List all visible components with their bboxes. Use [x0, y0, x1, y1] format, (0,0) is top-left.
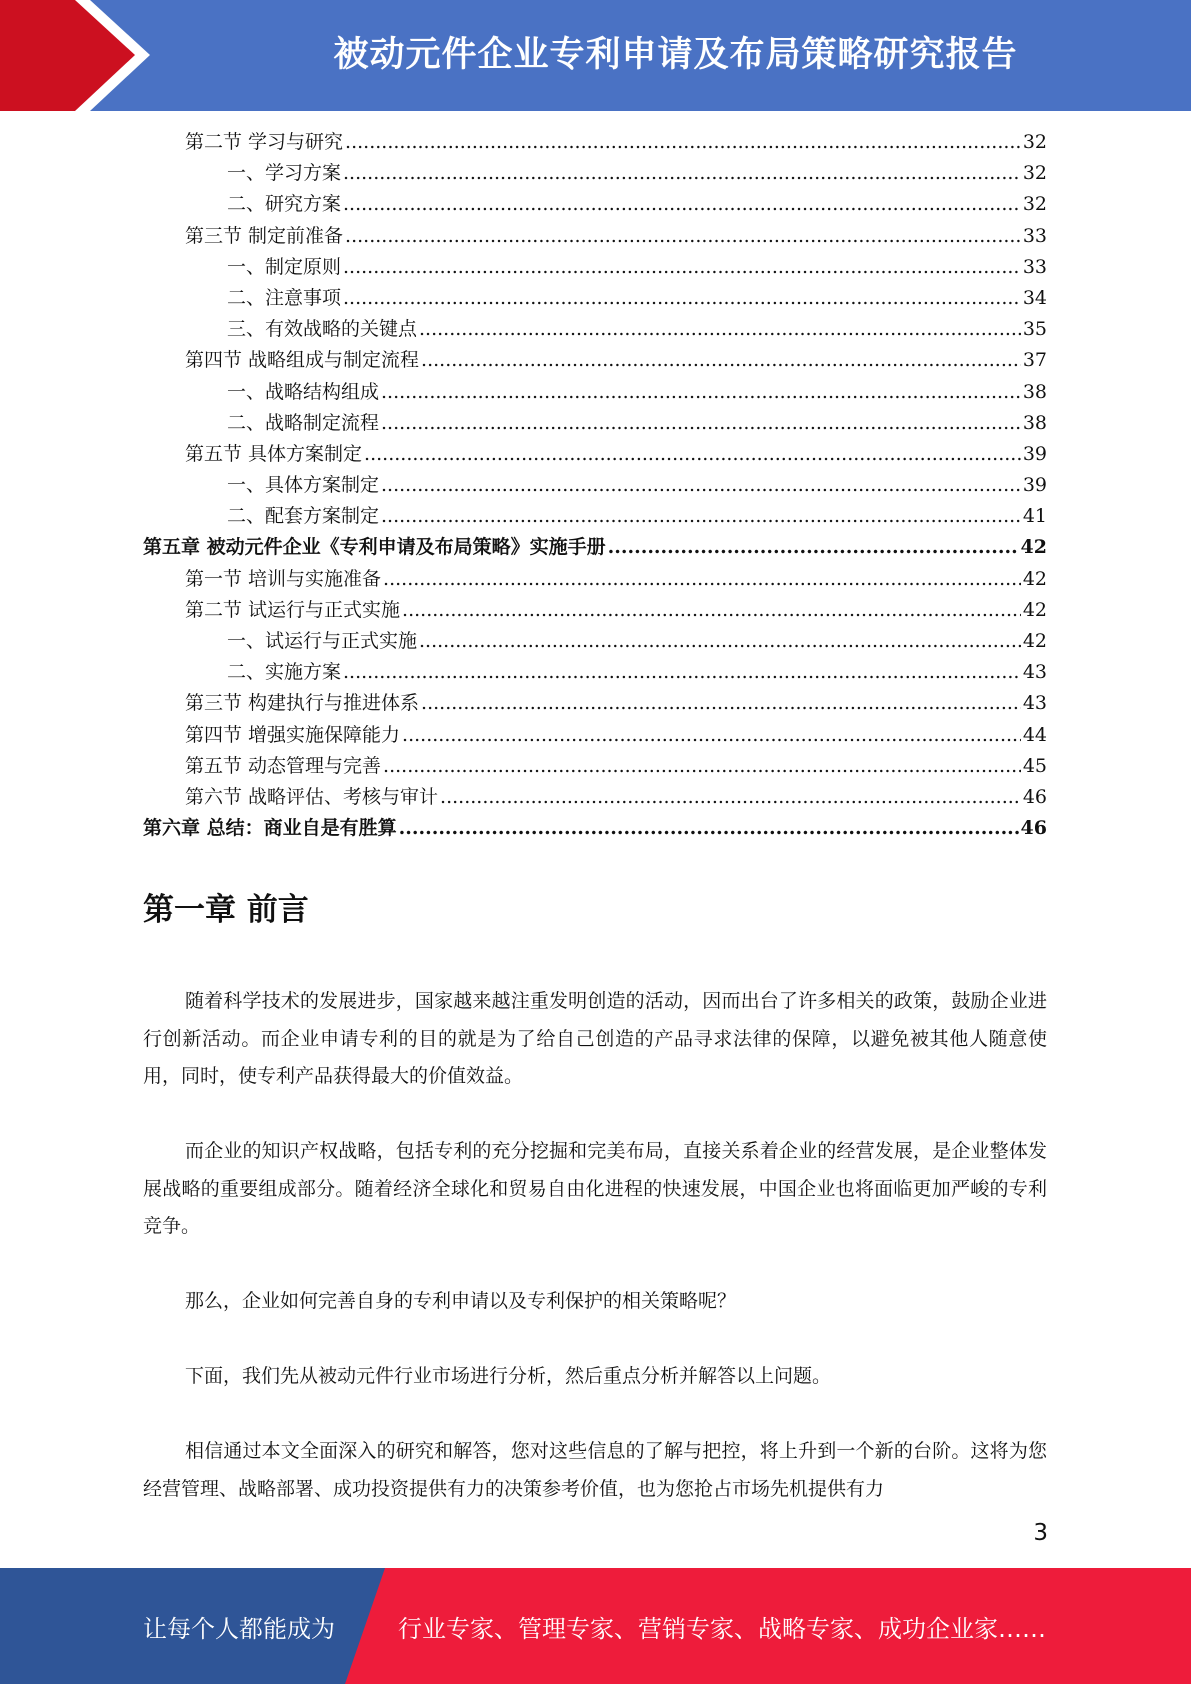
toc-entry[interactable] [143, 751, 1047, 782]
toc-leader-dots [343, 283, 1021, 314]
toc-entry[interactable] [143, 221, 1047, 252]
toc-entry-title: 第四节 战略组成与制定流程 [185, 349, 420, 372]
toc-page-number: 38 [1022, 411, 1047, 434]
toc-page-number: 33 [1022, 224, 1047, 247]
toc-entry[interactable] [143, 564, 1047, 595]
toc-leader-dots [419, 626, 1021, 657]
toc-leader-dots [343, 158, 1021, 189]
toc-leader-dots [343, 657, 1021, 688]
toc-page-number: 41 [1022, 505, 1047, 528]
paragraph: 而企业的知识产权战略，包括专利的充分挖掘和完美布局，直接关系着企业的经营发展，是企业整体发展战略的重要组成部分。随着经济全球化和贸易自由化进程的快速发展，中国企业也将面临更加严峻的专利竞争。 [143, 1140, 1047, 1237]
toc-page-number: 32 [1022, 193, 1047, 216]
toc-entry[interactable] [143, 189, 1047, 220]
toc-entry[interactable] [143, 782, 1047, 813]
toc-entry-title: 三、有效战略的关键点 [227, 318, 418, 341]
toc-page-number: 45 [1022, 754, 1047, 777]
toc-page-number: 44 [1022, 723, 1047, 746]
toc-leader-dots [440, 782, 1021, 813]
toc-page-number: 37 [1022, 349, 1047, 372]
toc-leader-dots [419, 314, 1021, 345]
page-footer [0, 1568, 1191, 1684]
toc-entry-title: 一、试运行与正式实施 [227, 630, 418, 652]
toc-leader-dots [364, 439, 1021, 470]
toc-page-number: 42 [1020, 536, 1047, 559]
toc-entry[interactable] [143, 377, 1047, 408]
page-header [0, 0, 1191, 111]
toc-entry[interactable] [143, 345, 1047, 376]
toc-entry-title: 第一节 培训与实施准备 [185, 567, 382, 590]
toc-page-number: 34 [1022, 286, 1047, 309]
toc-entry-title: 第六章 总结：商业自是有胜算 [143, 817, 397, 840]
paragraph: 那么，企业如何完善自身的专利申请以及专利保护的相关策略呢？ [185, 1290, 737, 1312]
toc-entry-title: 二、注意事项 [227, 286, 342, 309]
toc-page-number: 32 [1022, 162, 1047, 185]
toc-leader-dots [343, 189, 1021, 220]
toc-leader-dots [383, 751, 1021, 782]
toc-entry[interactable] [143, 439, 1047, 470]
toc-chapter-entry[interactable] [143, 813, 1047, 844]
toc-page-number: 42 [1022, 567, 1047, 590]
toc-entry-title: 一、具体方案制定 [227, 474, 380, 497]
toc-entry[interactable] [143, 283, 1047, 314]
toc-leader-dots [399, 813, 1019, 844]
toc-entry-title: 一、制定原则 [227, 255, 342, 278]
toc-chapter-entry[interactable] [143, 532, 1047, 563]
toc-page-number: 42 [1022, 598, 1047, 621]
toc-page-number: 46 [1020, 817, 1047, 840]
toc-entry[interactable] [143, 595, 1047, 626]
toc-page-number: 38 [1022, 380, 1047, 403]
toc-entry[interactable] [143, 314, 1047, 345]
toc-entry-title: 第二节 学习与研究 [185, 131, 344, 153]
toc-entry[interactable] [143, 720, 1047, 751]
paragraph: 相信通过本文全面深入的研究和解答，您对这些信息的了解与把控，将上升到一个新的台阶。这将为您经营管理、战略部署、成功投资提供有力的决策参考价值，也为您抢占市场先机提供有力 [143, 1440, 1047, 1500]
toc-entry[interactable] [143, 688, 1047, 719]
toc-leader-dots [421, 345, 1021, 376]
footer-slogan-left: 让每个人都能成为 [143, 1614, 335, 1643]
toc-entry-title: 一、战略结构组成 [227, 380, 380, 403]
toc-entry-title: 第六节 战略评估、考核与审计 [185, 785, 439, 808]
toc-entry-title: 第五章 被动元件企业《专利申请及布局策略》实施手册 [143, 536, 606, 559]
toc-page-number: 43 [1022, 661, 1047, 684]
toc-entry[interactable] [143, 127, 1047, 158]
toc-page-number: 39 [1022, 474, 1047, 497]
body-text [143, 983, 1047, 1546]
toc-page-number: 35 [1022, 318, 1047, 341]
toc-entry[interactable] [143, 158, 1047, 189]
toc-entry[interactable] [143, 501, 1047, 532]
toc-entry-title: 第五节 动态管理与完善 [185, 754, 382, 777]
toc-leader-dots [343, 252, 1021, 283]
paragraph: 随着科学技术的发展进步，国家越来越注重发明创造的活动，因而出台了许多相关的政策，鼓励企业进行创新活动。而企业申请专利的目的就是为了给自己创造的产品寻求法律的保障，以避免被其他人随意使用，同时，使专利产品获得最大的价值效益。 [143, 990, 1047, 1087]
toc-entry[interactable] [143, 657, 1047, 688]
toc-leader-dots [381, 377, 1021, 408]
table-of-contents [143, 127, 1047, 844]
toc-entry-title: 二、研究方案 [227, 193, 342, 216]
toc-page-number: 43 [1022, 692, 1047, 715]
toc-entry-title: 第三节 制定前准备 [185, 224, 344, 247]
toc-page-number: 46 [1022, 785, 1047, 808]
toc-page-number: 33 [1022, 255, 1047, 278]
toc-entry[interactable] [143, 408, 1047, 439]
toc-leader-dots [383, 564, 1021, 595]
toc-entry-title: 第四节 增强实施保障能力 [185, 723, 401, 746]
toc-leader-dots [608, 532, 1019, 563]
toc-entry-title: 第二节 试运行与正式实施 [185, 598, 401, 621]
toc-leader-dots [345, 221, 1021, 252]
toc-entry-title: 第三节 构建执行与推进体系 [185, 692, 420, 715]
toc-leader-dots [381, 408, 1021, 439]
toc-page-number: 32 [1022, 131, 1047, 153]
toc-leader-dots [402, 595, 1021, 626]
toc-entry[interactable] [143, 252, 1047, 283]
toc-leader-dots [421, 688, 1021, 719]
toc-leader-dots [381, 501, 1021, 532]
chapter-heading: 第一章 前言 [143, 892, 309, 928]
toc-leader-dots [345, 127, 1021, 158]
toc-entry-title: 二、实施方案 [227, 661, 342, 684]
paragraph: 下面，我们先从被动元件行业市场进行分析，然后重点分析并解答以上问题。 [185, 1365, 832, 1387]
toc-leader-dots [402, 720, 1021, 751]
report-title: 被动元件企业专利申请及布局策略研究报告 [333, 35, 1018, 75]
toc-entry-title: 第五节 具体方案制定 [185, 442, 363, 465]
toc-entry[interactable] [143, 626, 1047, 657]
toc-entry-title: 二、战略制定流程 [227, 411, 380, 434]
toc-page-number: 42 [1022, 630, 1047, 652]
page-number: 3 [1033, 1520, 1048, 1546]
toc-leader-dots [381, 470, 1021, 501]
toc-entry[interactable] [143, 470, 1047, 501]
footer-slogan-right: 行业专家、管理专家、营销专家、战略专家、成功企业家…… [398, 1614, 1046, 1643]
toc-page-number: 39 [1022, 442, 1047, 465]
toc-entry-title: 一、学习方案 [227, 162, 342, 185]
toc-entry-title: 二、配套方案制定 [227, 505, 380, 528]
